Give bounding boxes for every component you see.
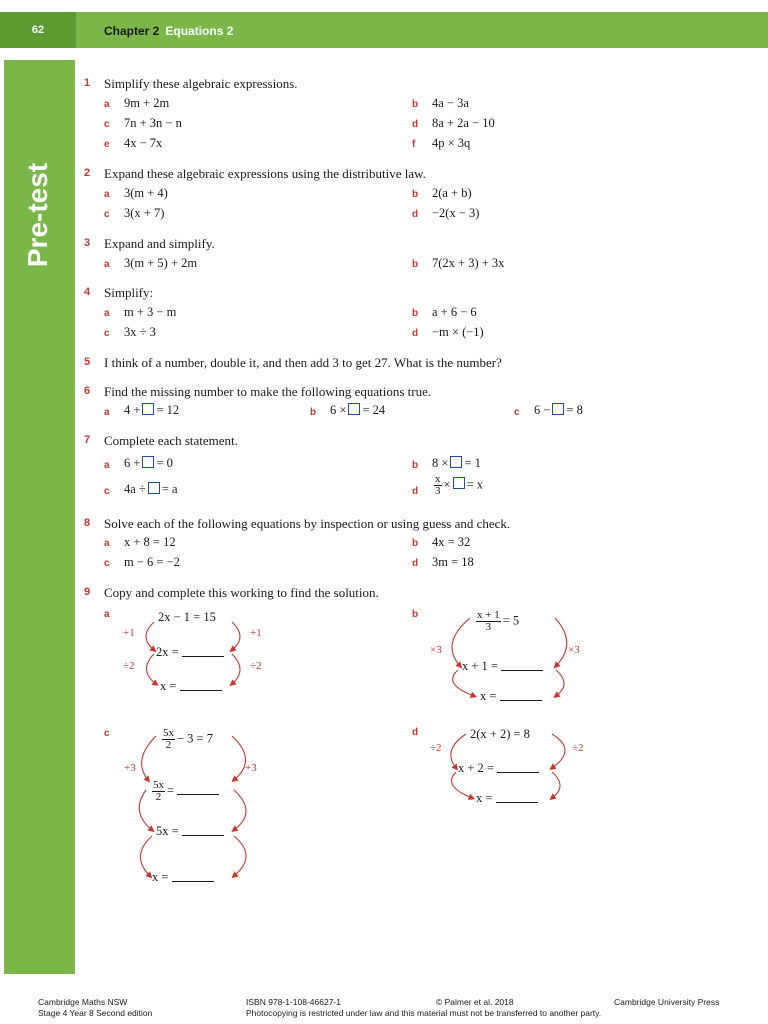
question-number: 6: [84, 385, 91, 397]
arrow: [552, 772, 560, 798]
part-label: c: [104, 728, 110, 739]
working-line: x =: [152, 870, 214, 885]
arrow: [232, 654, 240, 684]
answer-blank: [501, 661, 543, 671]
answer-blank: [182, 826, 224, 836]
arrow: [555, 618, 567, 666]
operation-label: ÷2: [250, 660, 262, 672]
question-text: Simplify these algebraic expressions.: [104, 76, 298, 91]
part-label: b: [412, 259, 419, 270]
arrow: [556, 670, 564, 696]
question-text: Complete each statement.: [104, 433, 238, 448]
arrow: [234, 836, 246, 876]
footer-copyright: © Palmer et al. 2018: [436, 997, 514, 1007]
part-label: a: [104, 609, 110, 620]
question-text: Find the missing number to make the following equations true.: [104, 384, 432, 399]
part-label: d: [412, 727, 419, 738]
equation: 4 + = 12: [124, 403, 180, 417]
question-number: 4: [84, 286, 91, 298]
arrow: [140, 836, 152, 876]
question-text: I think of a number, double it, and then add 3 to get 27. What is the number?: [104, 355, 502, 370]
operation-label: +1: [250, 627, 262, 639]
working-line: x =: [476, 791, 538, 806]
footer-isbn: ISBN 978-1-108-46627-1 Photocopying is restricted under law and this material must not be transferred to another party.: [246, 997, 602, 1018]
working-line: $\frac{x + 1}{3}$ = 5: [477, 609, 520, 633]
part-label: d: [412, 328, 419, 339]
part-label: a: [104, 99, 110, 110]
fraction: $\frac{5x}{2}$: [153, 779, 164, 803]
part-label: b: [412, 460, 419, 471]
part-label: b: [412, 189, 419, 200]
chapter-heading: [104, 24, 233, 38]
expression: 3m = 18: [432, 555, 474, 569]
answer-box: [348, 403, 360, 415]
expression: 3(x + 7): [124, 206, 165, 220]
operation-label: +3: [245, 762, 257, 774]
part-label: c: [104, 328, 110, 339]
arrow: [146, 622, 154, 650]
part-label: d: [412, 558, 419, 569]
working-line: $\frac{5x}{2}$ − 3 = 7: [163, 727, 213, 751]
fraction: $\frac{x}{3}$: [435, 473, 441, 497]
answer-blank: [172, 872, 214, 882]
answer-box: [453, 477, 465, 489]
arrow: [232, 622, 240, 650]
part-label: e: [104, 139, 110, 150]
working-line: 2(x + 2) = 8: [470, 727, 530, 741]
question-text: Solve each of the following equations by inspection or using guess and check.: [104, 516, 511, 531]
question-number: 7: [84, 434, 91, 446]
part-label: a: [104, 308, 110, 319]
part-label: d: [412, 209, 419, 220]
expression: 4x = 32: [432, 535, 471, 549]
expression: −m × (−1): [432, 325, 484, 339]
arrow: [232, 736, 246, 780]
operation-label: ×3: [430, 644, 442, 656]
part-label: c: [104, 209, 110, 220]
answer-blank: [180, 681, 222, 691]
chapter-title: Equations 2: [165, 24, 234, 38]
operation-label: +1: [123, 627, 135, 639]
answer-box: [450, 456, 462, 468]
part-label: a: [104, 460, 110, 471]
part-label: b: [310, 407, 317, 418]
fraction: $\frac{5x}{2}$: [163, 727, 174, 751]
fraction: $\frac{x + 1}{3}$: [477, 609, 500, 633]
expression: 3(m + 5) + 2m: [124, 256, 198, 270]
expression: m + 3 − m: [124, 305, 177, 319]
part-label: f: [412, 139, 416, 150]
arrow: [146, 654, 156, 684]
answer-box: [142, 456, 154, 468]
chapter-label: Chapter 2: [104, 24, 160, 38]
expression: 4a − 3a: [432, 96, 469, 110]
working-line: 5x =: [156, 824, 224, 839]
footer-publisher: Cambridge Maths NSW Stage 4 Year 8 Second edition: [38, 997, 153, 1018]
equation: 6 + = 0: [124, 456, 173, 470]
part-label: d: [412, 486, 419, 497]
part-label: d: [412, 119, 419, 130]
question-number: 2: [84, 167, 91, 179]
equation: 6 × = 24: [330, 403, 386, 417]
part-label: c: [104, 486, 110, 497]
working-line: x =: [160, 679, 222, 694]
equation: $\frac{x}{3}$ × = x: [435, 473, 483, 497]
expression: 8a + 2a − 10: [432, 116, 495, 130]
expression: 9m + 2m: [124, 96, 170, 110]
working-line: x + 2 =: [458, 761, 539, 776]
question-number: 1: [84, 77, 91, 89]
working-line: 2x − 1 = 15: [158, 610, 216, 624]
expression: x + 8 = 12: [124, 535, 176, 549]
question-text: Expand and simplify.: [104, 236, 215, 251]
working-line: x =: [480, 689, 542, 704]
part-label: a: [104, 259, 110, 270]
expression: 7(2x + 3) + 3x: [432, 256, 505, 270]
answer-blank: [497, 763, 539, 773]
answer-box: [148, 482, 160, 494]
working-line: 2x =: [156, 645, 224, 660]
answer-blank: [500, 691, 542, 701]
equation: 8 × = 1: [432, 456, 481, 470]
question-text: Expand these algebraic expressions using the distributive law.: [104, 166, 426, 181]
operation-label: ÷2: [430, 742, 442, 754]
part-label: b: [412, 308, 419, 319]
expression: a + 6 − 6: [432, 305, 477, 319]
operation-label: ÷2: [572, 742, 584, 754]
part-label: c: [104, 558, 110, 569]
expression: 2(a + b): [432, 186, 472, 200]
answer-blank: [496, 793, 538, 803]
question-number: 9: [84, 586, 91, 598]
part-label: b: [412, 538, 419, 549]
answer-blank: [177, 785, 219, 795]
equation: 6 − = 8: [534, 403, 583, 417]
footer-press: Cambridge University Press: [614, 997, 720, 1007]
part-label: a: [104, 538, 110, 549]
operation-label: ÷2: [123, 660, 135, 672]
question-number: 5: [84, 356, 91, 368]
expression: 7n + 3n − n: [124, 116, 182, 130]
arrow: [234, 790, 246, 830]
expression: 4p × 3q: [432, 136, 471, 150]
question-number: 8: [84, 517, 91, 529]
expression: m − 6 = −2: [124, 555, 180, 569]
answer-box: [552, 403, 564, 415]
part-label: a: [104, 189, 110, 200]
working-line: $\frac{5x}{2}$ =: [150, 780, 219, 803]
part-label: c: [514, 407, 520, 418]
question-text: Copy and complete this working to find the solution.: [104, 585, 379, 600]
equation: 4a ÷ = a: [124, 482, 178, 496]
answer-box: [142, 403, 154, 415]
question-number: 3: [84, 237, 91, 249]
operation-label: ×3: [568, 644, 580, 656]
expression: 3x ÷ 3: [124, 325, 156, 339]
arrow: [552, 734, 565, 768]
part-label: b: [412, 99, 419, 110]
answer-blank: [182, 647, 224, 657]
working-line: x + 1 =: [462, 659, 543, 674]
part-label: a: [104, 407, 110, 418]
sidebar-label: Pre-test: [22, 162, 53, 268]
arrow: [142, 736, 156, 780]
expression: −2(x − 3): [432, 206, 480, 220]
part-label: b: [412, 609, 419, 620]
part-label: c: [104, 119, 110, 130]
expression: 4x − 7x: [124, 136, 163, 150]
expression: 3(m + 4): [124, 186, 168, 200]
page-number: 62: [0, 12, 76, 48]
operation-label: +3: [124, 762, 136, 774]
question-text: Simplify:: [104, 285, 154, 300]
